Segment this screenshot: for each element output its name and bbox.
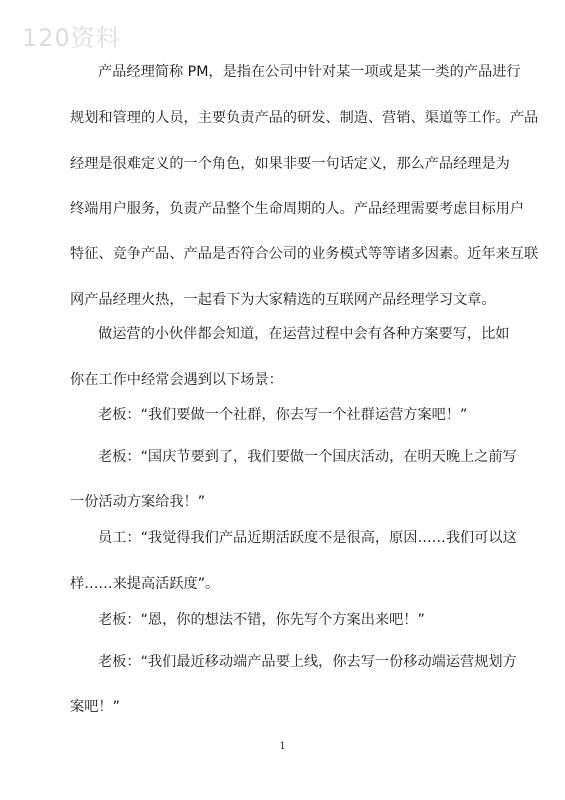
page-number: 1 bbox=[279, 741, 286, 752]
dialogue-line: 老板：“国庆节要到了，我们要做一个国庆活动，在明天晚上之前写 bbox=[98, 449, 517, 465]
watermark-logo: 120资料 bbox=[22, 24, 121, 52]
dialogue-line: 老板：“恩，你的想法不错，你先写个方案出来吧！” bbox=[98, 612, 425, 628]
paragraph-line: 规划和管理的人员，主要负责产品的研发、制造、营销、渠道等工作。产品 bbox=[70, 110, 539, 126]
paragraph-line: 经理是很难定义的一个角色，如果非要一句话定义，那么产品经理是为 bbox=[70, 156, 510, 172]
paragraph-line: 做运营的小伙伴都会知道，在运营过程中会有各种方案要写，比如 bbox=[98, 326, 510, 342]
paragraph-line: 特征、竞争产品、产品是否符合公司的业务模式等等诸多因素。近年来互联 bbox=[70, 246, 539, 262]
dialogue-line: 案吧！” bbox=[70, 699, 120, 715]
dialogue-line: 样……来提高活跃度”。 bbox=[70, 576, 220, 592]
paragraph-line: 产品经理简称 PM，是指在公司中针对某一项或是某一类的产品进行 bbox=[98, 64, 521, 80]
paragraph-line: 终端用户服务，负责产品整个生命周期的人。产品经理需要考虑目标用户 bbox=[70, 201, 525, 217]
dialogue-line: 一份活动方案给我！” bbox=[70, 494, 206, 510]
dialogue-line: 老板：“我们要做一个社群，你去写一个社群运营方案吧！” bbox=[98, 407, 468, 423]
paragraph-line: 网产品经理火热，一起看下为大家精选的互联网产品经理学习文章。 bbox=[70, 292, 496, 308]
dialogue-line: 老板：“我们最近移动端产品要上线，你去写一份移动端运营规划方 bbox=[98, 654, 517, 670]
dialogue-line: 员工：“我觉得我们产品近期活跃度不是很高，原因……我们可以这 bbox=[98, 530, 517, 546]
paragraph-line: 你在工作中经常会遇到以下场景： bbox=[70, 372, 283, 388]
